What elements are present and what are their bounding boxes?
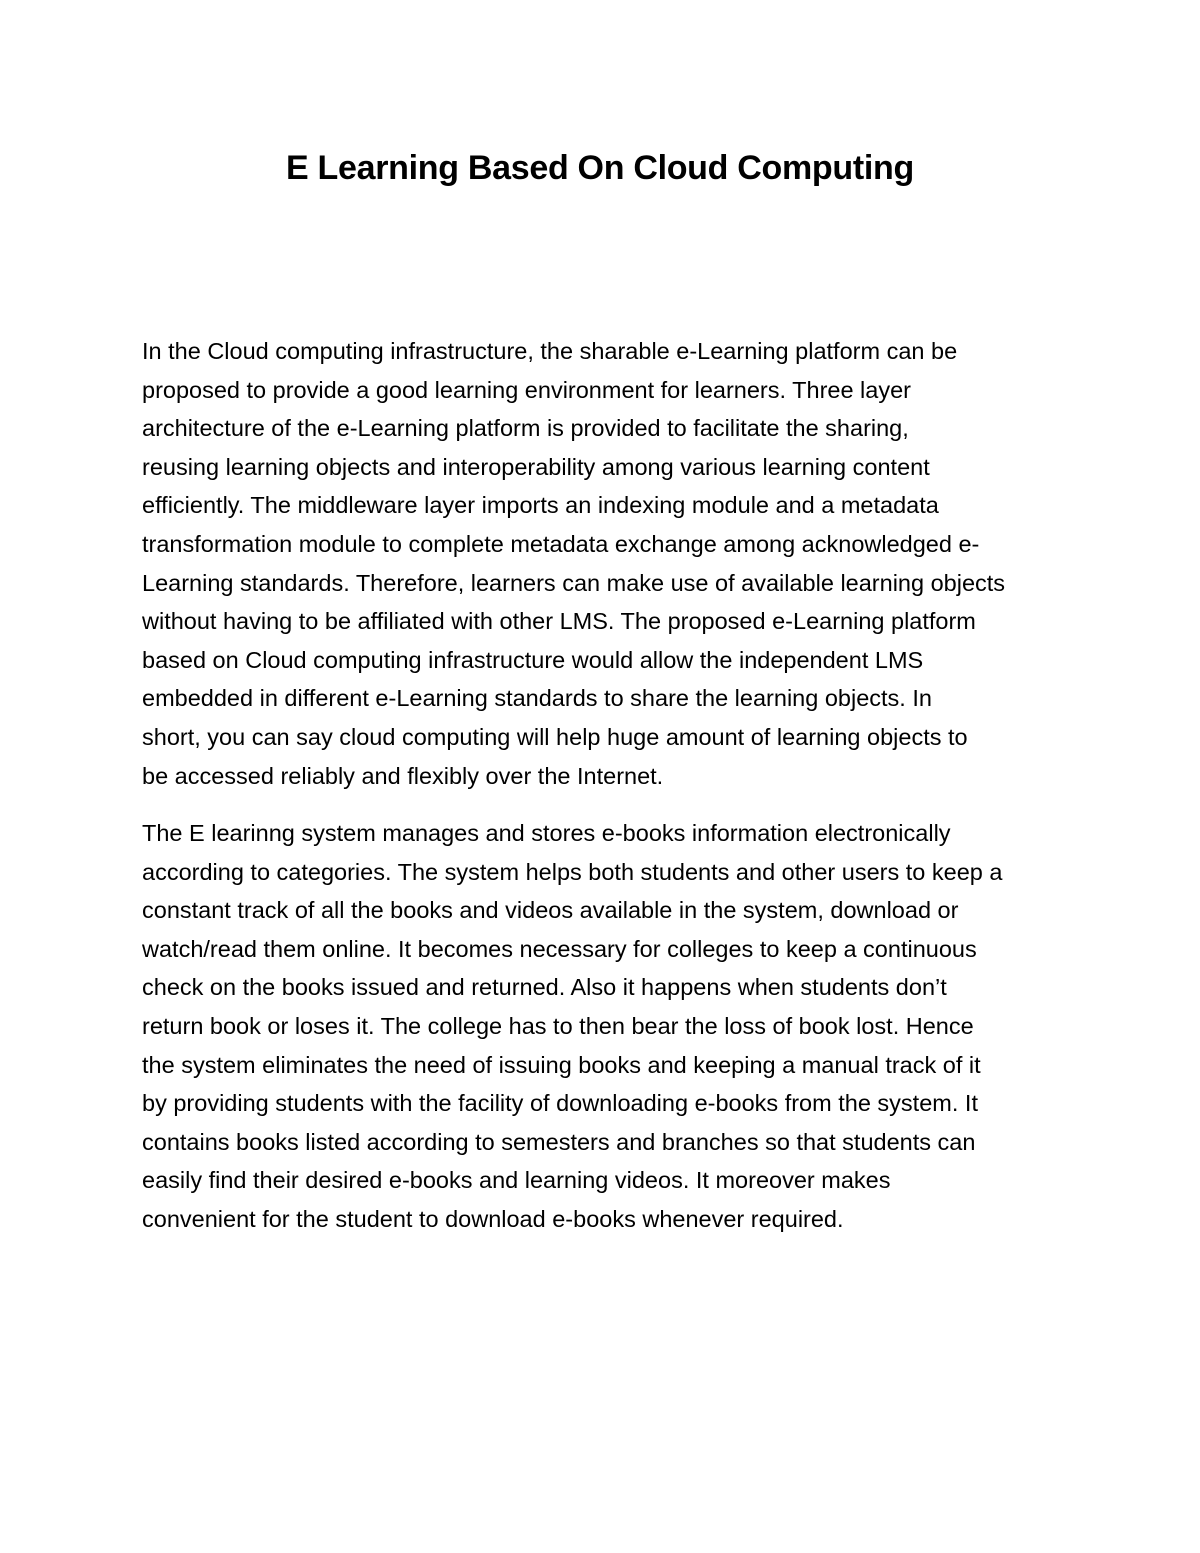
document-title: E Learning Based On Cloud Computing	[286, 149, 914, 187]
paragraph-2	[142, 814, 1062, 1239]
paragraph-line: proposed to provide a good learning environment for learners. Three layer	[142, 376, 911, 403]
paragraph-line: without having to be affiliated with other LMS. The proposed e-Learning platform	[142, 608, 976, 635]
paragraph-line: return book or loses it. The college has to then bear the loss of book lost. Hence	[142, 1012, 974, 1039]
paragraph-line: convenient for the student to download e-books whenever required.	[142, 1205, 844, 1232]
paragraph-line: easily find their desired e-books and learning videos. It moreover makes	[142, 1167, 891, 1194]
paragraph-line: by providing students with the facility of downloading e-books from the system. It	[142, 1090, 978, 1117]
paragraph-line: based on Cloud computing infrastructure would allow the independent LMS	[142, 646, 924, 673]
paragraph-line: In the Cloud computing infrastructure, the sharable e-Learning platform can be	[142, 338, 958, 364]
paragraph-line: transformation module to complete metadata exchange among acknowledged e-	[142, 530, 980, 557]
paragraph-line: contains books listed according to semesters and branches so that students can	[142, 1128, 976, 1155]
paragraph-line: reusing learning objects and interoperability among various learning content	[142, 453, 930, 480]
paragraph-line: short, you can say cloud computing will help huge amount of learning objects to	[142, 723, 968, 750]
paragraph-line: embedded in different e-Learning standards to share the learning objects. In	[142, 685, 932, 712]
paragraph-line: according to categories. The system helps both students and other users to keep a	[142, 858, 1003, 885]
paragraph-line: check on the books issued and returned. Also it happens when students don’t	[142, 974, 947, 1001]
paragraph-line: watch/read them online. It becomes necessary for colleges to keep a continuous	[142, 935, 977, 962]
paragraph-line: Learning standards. Therefore, learners can make use of available learning objects	[142, 569, 1006, 596]
paragraph-line: the system eliminates the need of issuing books and keeping a manual track of it	[142, 1051, 981, 1078]
paragraph-1	[142, 332, 1062, 795]
paragraph-line: be accessed reliably and flexibly over the Internet.	[142, 762, 664, 789]
paragraph-line: The E learinng system manages and stores e-books information electronically	[142, 820, 951, 846]
paragraph-line: efficiently. The middleware layer imports an indexing module and a metadata	[142, 492, 939, 519]
paragraph-line: constant track of all the books and videos available in the system, download or	[142, 897, 959, 924]
paragraph-line: architecture of the e-Learning platform is provided to facilitate the sharing,	[142, 415, 909, 442]
